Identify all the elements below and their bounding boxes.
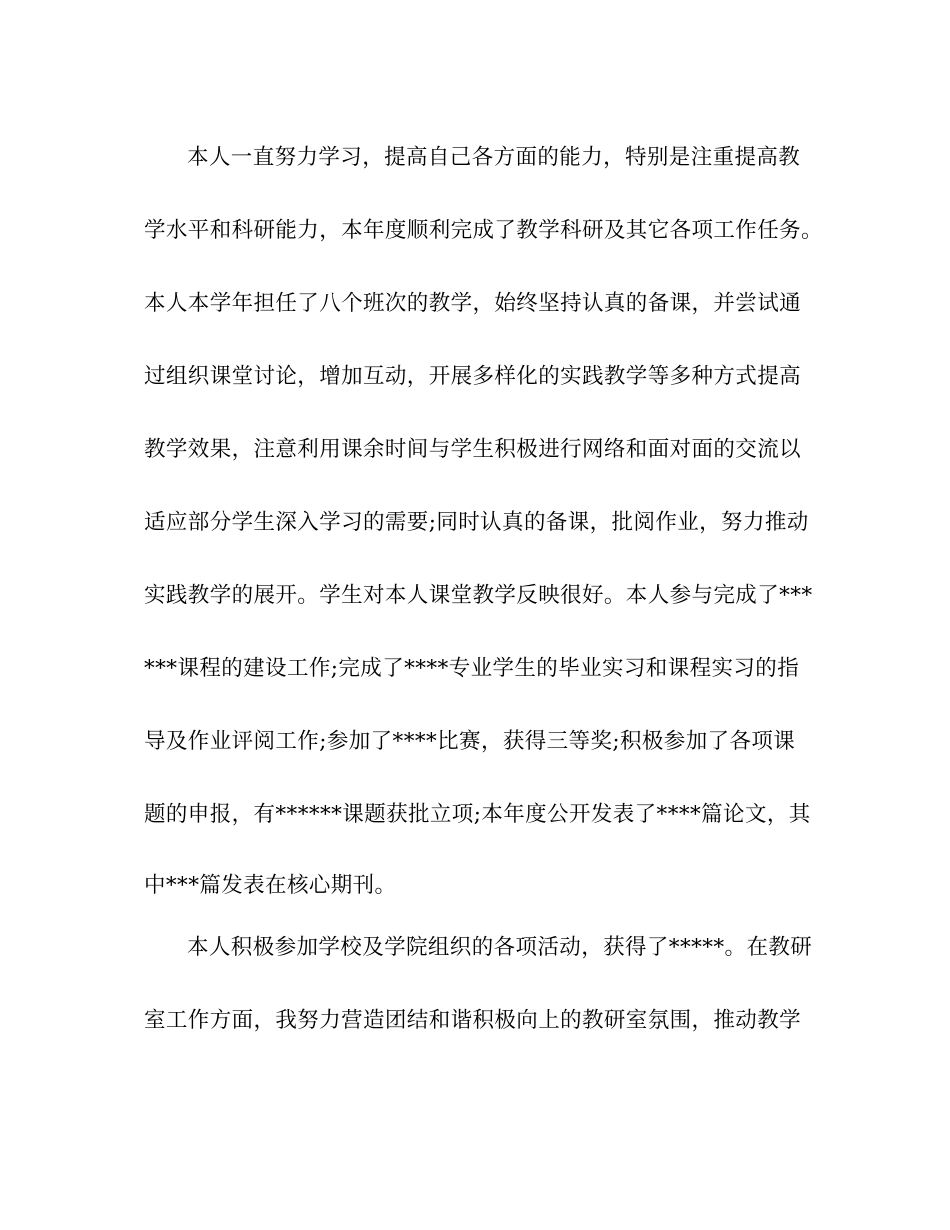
paragraph-2-line-1: 本人积极参加学校及学院组织的各项活动，获得了*****。在教研 — [187, 935, 813, 960]
paragraph-1-line-10: 题的申报，有******课题获批立项;本年度公开发表了****篇论文，其 — [144, 802, 811, 827]
paragraph-1-line-2: 学水平和科研能力，本年度顺利完成了教学科研及其它各项工作任务。 — [144, 218, 823, 243]
paragraph-1-line-1: 本人一直努力学习，提高自己各方面的能力，特别是注重提高教 — [187, 145, 801, 170]
paragraph-1-line-11: 中***篇发表在核心期刊。 — [144, 873, 397, 898]
paragraph-1-line-6: 适应部分学生深入学习的需要;同时认真的备课，批阅作业，努力推动 — [144, 510, 809, 535]
paragraph-2-line-2: 室工作方面，我努力营造团结和谐积极向上的教研室氛围，推动教学 — [144, 1008, 802, 1033]
paragraph-1-line-3: 本人本学年担任了八个班次的教学，始终坚持认真的备课，并尝试通 — [144, 291, 802, 316]
paragraph-1-line-8: ***课程的建设工作;完成了****专业学生的毕业实习和课程实习的指 — [144, 656, 800, 681]
paragraph-1-line-7: 实践教学的展开。学生对本人课堂教学反映很好。本人参与完成了*** — [144, 583, 813, 608]
paragraph-1-line-4: 过组织课堂讨论，增加互动，开展多样化的实践教学等多种方式提高 — [144, 364, 802, 389]
paragraph-1-line-5: 教学效果，注意利用课余时间与学生积极进行网络和面对面的交流以 — [144, 437, 802, 462]
paragraph-1-line-9: 导及作业评阅工作;参加了****比赛，获得三等奖;积极参加了各项课 — [144, 729, 796, 754]
